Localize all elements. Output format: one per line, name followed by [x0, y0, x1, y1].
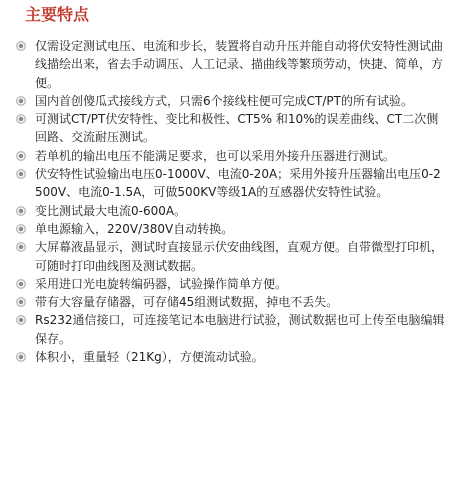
feature-item — [16, 92, 446, 110]
feature-item — [16, 147, 446, 165]
target-bullet-icon — [16, 169, 26, 179]
feature-item — [16, 202, 446, 220]
feature-text: 若单机的输出电压不能满足要求，也可以采用外接升压器进行测试。 — [35, 148, 396, 163]
target-bullet-icon — [16, 242, 26, 252]
target-bullet-icon — [16, 206, 26, 216]
feature-text: 国内首创傻瓜式接线方式，只需6个接线柱便可完成CT/PT的所有试验。 — [35, 93, 413, 108]
target-bullet-icon — [16, 96, 26, 106]
feature-item — [16, 110, 446, 147]
feature-text: 采用进口光电旋转编码器，试验操作简单方便。 — [35, 276, 288, 291]
target-bullet-icon — [16, 352, 26, 362]
target-bullet-icon — [16, 41, 26, 51]
target-bullet-icon — [16, 297, 26, 307]
feature-text: Rs232通信接口，可连接笔记本电脑进行试验，测试数据也可上传至电脑编辑保存。 — [35, 313, 445, 346]
feature-text: 可测试CT/PT伏安特性、变比和极性、CT5% 和10%的误差曲线、CT二次侧回路、交流耐压测试。 — [35, 112, 439, 145]
target-bullet-icon — [16, 114, 26, 124]
feature-list — [16, 37, 446, 366]
feature-item — [16, 348, 446, 366]
feature-text: 带有大容量存储器，可存储45组测试数据，掉电不丢失。 — [35, 295, 339, 310]
target-bullet-icon — [16, 279, 26, 289]
feature-item — [16, 293, 446, 311]
feature-item — [16, 37, 446, 92]
feature-text: 仅需设定测试电压、电流和步长，装置将自动升压并能自动将伏安特性测试曲线描绘出来，省去手动调压、人工记录、描曲线等繁琐劳动，快捷、简单，方便。 — [35, 39, 444, 90]
feature-text: 变比测试最大电流0-600A。 — [35, 203, 187, 218]
target-bullet-icon — [16, 224, 26, 234]
feature-text: 体积小，重量轻（21Kg），方便流动试验。 — [35, 350, 264, 365]
feature-item — [16, 238, 446, 275]
feature-item — [16, 165, 446, 202]
target-bullet-icon — [16, 151, 26, 161]
target-bullet-icon — [16, 315, 26, 325]
feature-text: 伏安特性试验输出电压0-1000V、电流0-20A；采用外接升压器输出电压0-2500V、电流0-1.5A，可做500KV等级1A的互感器伏安特性试验。 — [35, 167, 441, 200]
feature-text: 单电源输入，220V/380V自动转换。 — [35, 221, 234, 236]
feature-text: 大屏幕液晶显示，测试时直接显示伏安曲线图，直观方便。自带微型打印机，可随时打印曲线图及测试数据。 — [35, 240, 444, 273]
feature-item — [16, 275, 446, 293]
feature-item — [16, 311, 446, 348]
feature-item — [16, 220, 446, 238]
section-title: 主要特点 — [25, 5, 90, 24]
